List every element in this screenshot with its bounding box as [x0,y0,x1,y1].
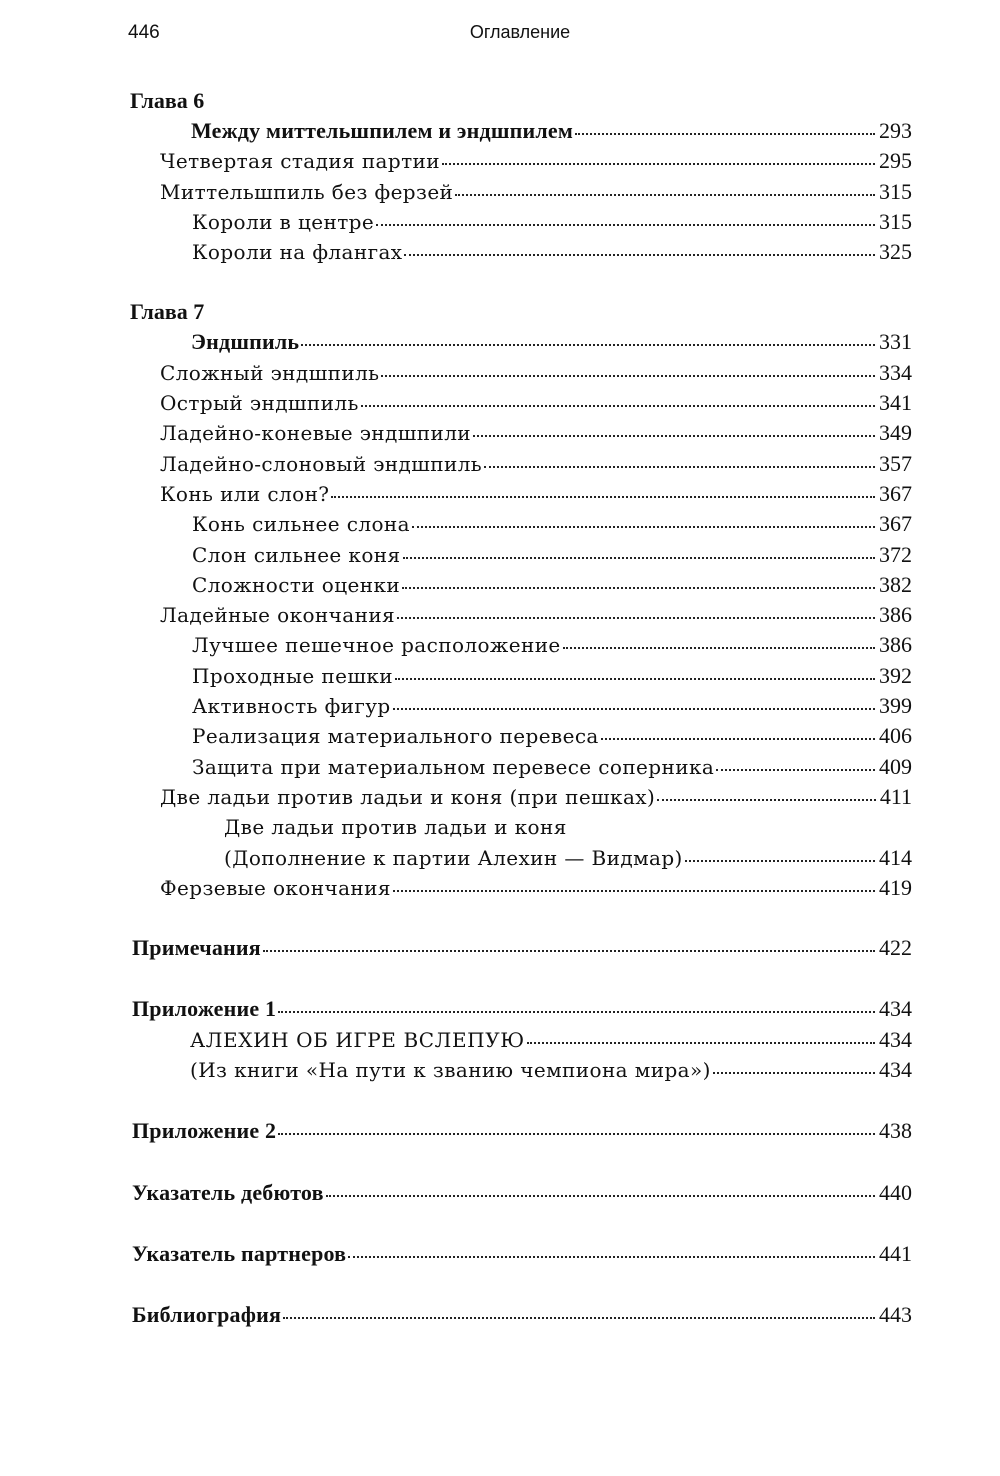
leader-dots [397,615,875,619]
toc-entry[interactable] [130,388,912,418]
entry-title: Острый эндшпиль [160,391,359,416]
toc-entry[interactable] [130,661,912,691]
entry-title: Сложный эндшпиль [160,360,380,385]
leader-dots [601,736,875,740]
page-ref: 367 [879,480,912,506]
page-ref: 315 [879,178,912,204]
toc-entry[interactable] [130,237,912,267]
leader-dots [403,555,875,559]
leader-dots [716,767,875,771]
toc-entry[interactable] [130,449,912,479]
page-ref: 409 [879,753,912,779]
page-ref: 392 [879,662,912,688]
toc-entry-line1[interactable]: Две ладьи против ладьи и коня [224,815,567,840]
entry-title: (Из книги «На пути к званию чемпиона мира») [190,1058,711,1083]
leader-dots [402,585,875,589]
toc-entry-appendix-2[interactable] [130,1116,912,1146]
page-ref: 443 [879,1302,912,1328]
leader-dots [348,1254,875,1258]
toc-entry-notes[interactable] [130,933,912,963]
page-ref: 411 [879,783,912,809]
entry-title: Ладейно-коневые эндшпили [160,421,472,446]
entry-title: Ладейные окончания [160,603,396,628]
toc-entry[interactable] [130,752,912,782]
page-ref: 434 [879,1026,912,1052]
toc-entry[interactable] [130,207,912,237]
page-ref: 386 [879,602,912,628]
page-ref: 434 [879,1057,912,1083]
leader-dots [301,342,875,346]
entry-title: Активность фигур [192,694,391,719]
chapter-6-title: Между миттельшпилем и эндшпилем [191,118,574,143]
toc-entry[interactable] [130,1055,912,1085]
toc-entry[interactable] [130,540,912,570]
leader-dots [685,858,875,862]
toc-entry[interactable] [130,177,912,207]
entry-title: Реализация материального перевеса [192,724,599,749]
entry-title: Лучшее пешечное расположение [192,633,561,658]
page-ref: 341 [879,390,912,416]
entry-title: Ферзевые окончания [160,875,391,900]
toc-entry[interactable] [130,358,912,388]
toc-entry[interactable] [130,600,912,630]
toc-entry[interactable] [130,691,912,721]
entry-title: Сложности оценки [192,572,401,597]
toc-entry[interactable] [130,873,912,903]
entry-title: Две ладьи против ладьи и коня (при пешках) [160,784,656,809]
toc-entry[interactable] [130,116,912,146]
entry-title: Короли в центре [192,209,375,234]
page-ref: 422 [879,935,912,961]
toc-entry-appendix-1[interactable] [130,994,912,1024]
leader-dots [657,797,876,801]
leader-dots [376,222,875,226]
toc-entry[interactable] [130,630,912,660]
page-ref: 386 [879,632,912,658]
leader-dots [442,161,875,165]
page-ref: 440 [879,1179,912,1205]
entry-title: Ладейно-слоновый эндшпиль [160,451,483,476]
leader-dots [326,1193,875,1197]
entry-title: Конь сильнее слона [192,512,410,537]
page-ref: 406 [879,723,912,749]
entry-title: Миттельшпиль без ферзей [160,179,454,204]
page-ref: 367 [879,511,912,537]
leader-dots [455,192,875,196]
toc-entry[interactable] [130,418,912,448]
table-of-contents [130,86,912,1331]
leader-dots [278,1131,875,1135]
leader-dots [393,706,875,710]
leader-dots [575,131,875,135]
entry-title: Защита при материальном перевесе соперника [192,754,715,779]
leader-dots [283,1315,875,1319]
leader-dots [484,464,875,468]
notes-title: Примечания [132,935,261,961]
leader-dots [412,524,875,528]
page-header [128,22,912,50]
page-ref: 349 [879,420,912,446]
leader-dots [404,252,875,256]
leader-dots [278,1009,875,1013]
page-ref: 357 [879,450,912,476]
leader-dots [361,403,875,407]
toc-entry[interactable] [130,843,912,873]
page-ref: 295 [879,148,912,174]
toc-entry[interactable] [130,1025,912,1055]
leader-dots [381,373,875,377]
toc-entry-partners-index[interactable] [130,1239,912,1269]
page-ref: 372 [879,541,912,567]
toc-entry[interactable] [130,327,912,357]
appendix-1-title: Приложение 1 [132,996,277,1022]
leader-dots [713,1070,875,1074]
leader-dots [563,645,875,649]
leader-dots [331,494,875,498]
partners-index-title: Указатель партнеров [132,1240,347,1266]
bibliography-title: Библиография [132,1302,282,1328]
page-ref: 419 [879,874,912,900]
page-number: 446 [128,22,160,43]
openings-index-title: Указатель дебютов [132,1179,324,1205]
toc-entry[interactable] [130,146,912,176]
entry-title: Слон сильнее коня [192,542,401,567]
page-ref: 334 [879,359,912,385]
entry-title: Проходные пешки [192,663,393,688]
toc-entry[interactable] [130,479,912,509]
toc-entry-openings-index[interactable] [130,1178,912,1208]
toc-entry[interactable] [130,782,912,812]
appendix-2-title: Приложение 2 [132,1118,277,1144]
page-ref: 399 [879,693,912,719]
leader-dots [395,676,875,680]
page-ref: 293 [879,118,912,143]
entry-title: АЛЕХИН ОБ ИГРЕ ВСЛЕПУЮ [190,1027,525,1052]
leader-dots [393,888,875,892]
leader-dots [263,948,875,952]
page-ref: 438 [879,1118,912,1144]
toc-entry[interactable] [130,721,912,751]
entry-title: Четвертая стадия партии [160,149,441,174]
page-ref: 331 [879,329,912,355]
leader-dots [473,433,875,437]
page-ref: 325 [879,239,912,265]
toc-entry-bibliography[interactable] [130,1300,912,1330]
entry-title: Конь или слон? [160,481,330,506]
page-ref: 382 [879,571,912,597]
chapter-6-label: Глава 6 [130,88,205,113]
page-ref: 414 [879,844,912,870]
leader-dots [527,1040,875,1044]
running-title: Оглавление [469,22,571,42]
chapter-7-title: Эндшпиль [191,329,300,355]
toc-entry[interactable] [130,509,912,539]
page-ref: 434 [879,996,912,1022]
page-ref: 441 [879,1240,912,1266]
toc-entry[interactable] [130,570,912,600]
page-ref: 315 [879,208,912,234]
entry-title: Короли на флангах [192,240,403,265]
chapter-7-label: Глава 7 [130,299,205,325]
entry-title: (Дополнение к партии Алехин — Видмар) [224,845,683,870]
